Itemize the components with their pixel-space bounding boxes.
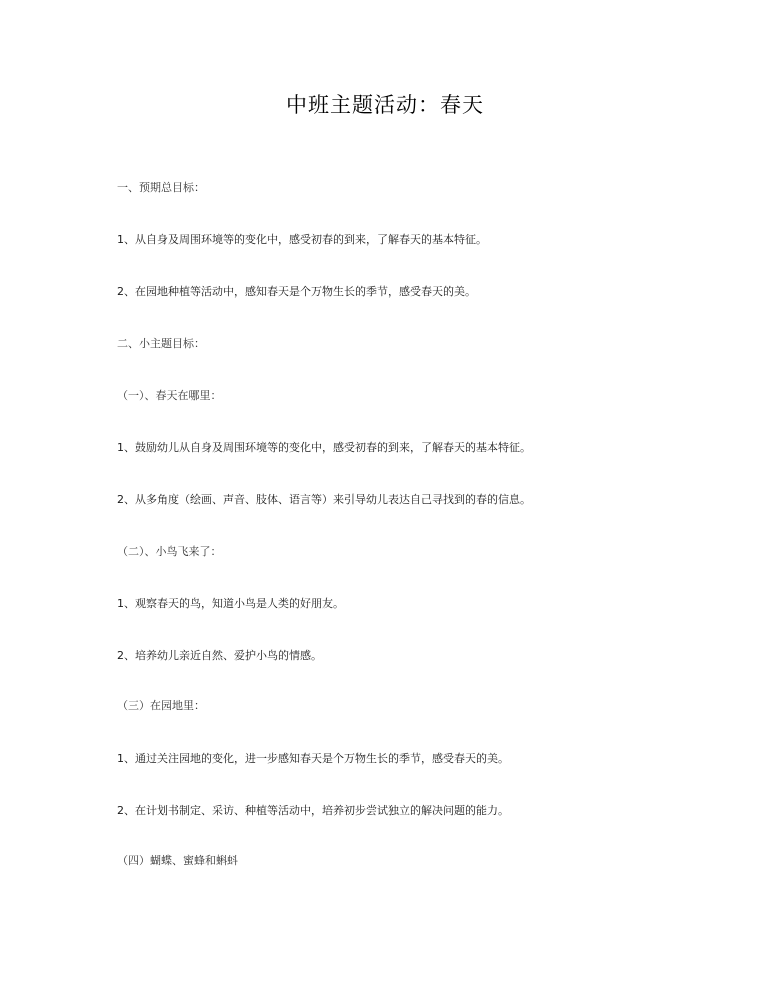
paragraph-line: 2、在计划书制定、采访、种植等活动中，培养初步尝试独立的解决问题的能力。 bbox=[117, 804, 509, 817]
subsection-heading: （三）在园地里： bbox=[117, 699, 205, 712]
paragraph-line: 2、从多角度（绘画、声音、肢体、语言等）来引导幼儿表达自己寻找到的春的信息。 bbox=[117, 493, 531, 506]
section-heading-goals: 一、预期总目标： bbox=[117, 181, 205, 194]
paragraph-line: 2、培养幼儿亲近自然、爱护小鸟的情感。 bbox=[117, 649, 322, 662]
document-title: 中班主题活动：春天 bbox=[286, 93, 484, 117]
paragraph-line: 2、在园地种植等活动中，感知春天是个万物生长的季节，感受春天的美。 bbox=[117, 285, 476, 298]
paragraph-line: 1、从自身及周围环境等的变化中，感受初春的到来，了解春天的基本特征。 bbox=[117, 233, 487, 246]
subsection-heading: （一）、春天在哪里： bbox=[117, 389, 222, 402]
paragraph-line: 1、观察春天的鸟，知道小鸟是人类的好朋友。 bbox=[117, 597, 344, 610]
paragraph-line: 1、鼓励幼儿从自身及周围环境等的变化中，感受初春的到来，了解春天的基本特征。 bbox=[117, 441, 531, 454]
subsection-heading: （二）、小鸟飞来了： bbox=[117, 545, 222, 558]
paragraph-line: 1、通过关注园地的变化，进一步感知春天是个万物生长的季节，感受春天的美。 bbox=[117, 752, 509, 765]
section-heading-subtheme: 二、小主题目标： bbox=[117, 337, 205, 350]
subsection-heading: （四）蝴蝶、蜜蜂和蝌蚪 bbox=[117, 854, 238, 867]
